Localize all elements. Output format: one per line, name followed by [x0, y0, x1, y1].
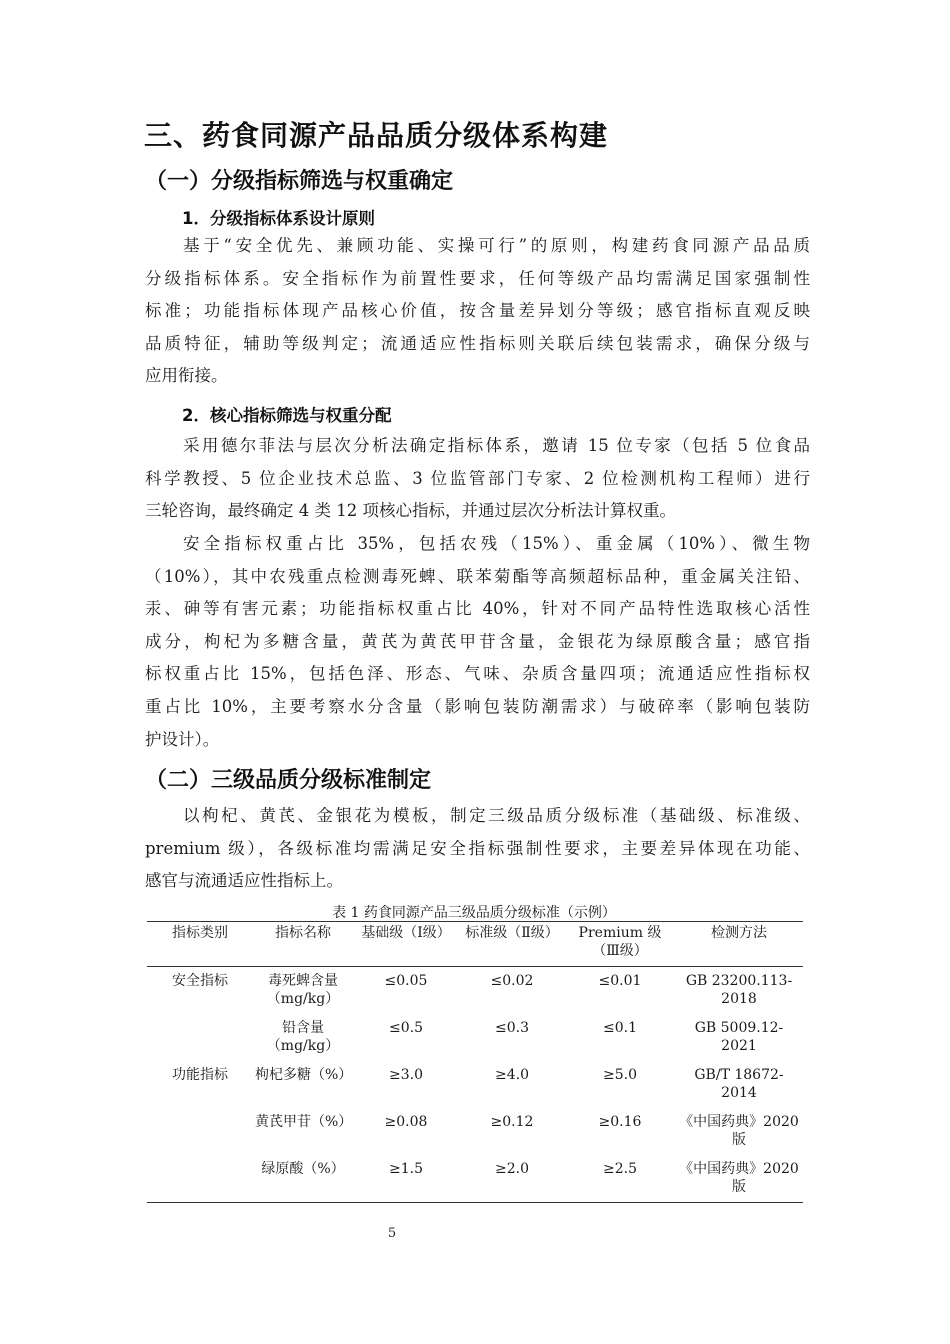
- header-standard: 标准级（Ⅱ级）: [465, 925, 559, 941]
- cell-premium: ≤0.01: [598, 973, 642, 989]
- cell-name: 枸杞多糖（%）: [255, 1067, 353, 1083]
- section-heading-1: （一）分级指标筛选与权重确定: [145, 169, 454, 194]
- cell-category: [147, 1155, 253, 1203]
- text-line: 以枸杞、黄芪、金银花为模板，制定三级品质分级标准（基础级、标准级、: [183, 806, 810, 825]
- header-name: 指标名称: [275, 925, 331, 941]
- cell-category: [147, 1014, 253, 1061]
- text-line: 基于“安全优先、兼顾功能、实操可行”的原则，构建药食同源产品品质: [183, 236, 810, 255]
- table-row: [147, 1108, 803, 1155]
- text-line: 安全指标权重占比 35%，包括农残（15%）、重金属（10%）、微生物: [183, 534, 810, 553]
- header-basic: 基础级（Ⅰ级）: [361, 925, 451, 941]
- header-category: 指标类别: [172, 925, 228, 941]
- cell-premium: ≥5.0: [603, 1067, 637, 1083]
- text-line: 标准；功能指标体现产品核心价值，按含量差异划分等级；感官指标直观反映: [145, 301, 810, 321]
- cell-premium: ≤0.1: [603, 1020, 637, 1036]
- cell-basic: ≥3.0: [389, 1067, 423, 1083]
- cell-premium: ≥2.5: [603, 1161, 637, 1177]
- cell-method: GB 5009.12-2021: [694, 1020, 784, 1054]
- header-premium: Premium 级（Ⅲ级）: [578, 925, 662, 959]
- page-number: 5: [387, 1226, 397, 1241]
- cell-method: GB 23200.113-2018: [685, 973, 793, 1007]
- table-row: [147, 967, 803, 1015]
- cell-standard: ≤0.3: [495, 1020, 529, 1036]
- cell-name: 铅含量（mg/kg）: [266, 1020, 340, 1054]
- table-row: [147, 1061, 803, 1108]
- paragraph-weights: [145, 528, 810, 756]
- cell-premium: ≥0.16: [598, 1114, 642, 1130]
- table-header-row: [147, 922, 803, 967]
- header-method: 检测方法: [711, 925, 767, 941]
- cell-method: GB/T 18672-2014: [694, 1067, 784, 1101]
- text-line: 三轮咨询，最终确定 4 类 12 项核心指标，并通过层次分析法计算权重。: [145, 501, 676, 521]
- chapter-heading: 三、药食同源产品品质分级体系构建: [144, 119, 609, 152]
- text-line: 重占比 10%，主要考察水分含量（影响包装防潮需求）与破碎率（影响包装防: [145, 696, 810, 716]
- paragraph-principles: [145, 230, 810, 393]
- cell-standard: ≥2.0: [495, 1161, 529, 1177]
- section-heading-2: （二）三级品质分级标准制定: [145, 768, 432, 793]
- table-row: [147, 1155, 803, 1203]
- text-line: 感官与流通适应性指标上。: [145, 871, 343, 891]
- cell-basic: ≤0.05: [384, 973, 428, 989]
- cell-basic: ≥1.5: [389, 1161, 423, 1177]
- text-line: premium 级），各级标准均需满足安全指标强制性要求，主要差异体现在功能、: [145, 838, 810, 858]
- grading-table: [147, 921, 803, 1203]
- cell-standard: ≥4.0: [495, 1067, 529, 1083]
- cell-basic: ≥0.08: [384, 1114, 428, 1130]
- text-line: 品质特征，辅助等级判定；流通适应性指标则关联后续包装需求，确保分级与: [145, 333, 810, 353]
- table-row: [147, 1014, 803, 1061]
- paragraph-method: [145, 430, 810, 528]
- cell-standard: ≤0.02: [490, 973, 534, 989]
- text-line: 采用德尔菲法与层次分析法确定指标体系，邀请 15 位专家（包括 5 位食品: [183, 436, 810, 455]
- cell-standard: ≥0.12: [490, 1114, 534, 1130]
- text-line: 分级指标体系。安全指标作为前置性要求，任何等级产品均需满足国家强制性: [145, 268, 810, 288]
- paragraph-grading: [145, 800, 810, 898]
- cell-method: 《中国药典》2020 版: [679, 1161, 799, 1195]
- cell-category: 功能指标: [172, 1067, 228, 1083]
- text-line: 护设计）。: [145, 729, 220, 749]
- cell-basic: ≤0.5: [389, 1020, 423, 1036]
- cell-name: 黄芪甲苷（%）: [255, 1114, 353, 1130]
- subsection-heading-1: 1．分级指标体系设计原则: [182, 209, 375, 228]
- table-caption: 表 1 药食同源产品三级品质分级标准（示例）: [332, 905, 616, 921]
- text-line: 应用衔接。: [145, 366, 228, 386]
- subsection-heading-2: 2．核心指标筛选与权重分配: [182, 406, 392, 425]
- text-line: 成分，枸杞为多糖含量，黄芪为黄芪甲苷含量，金银花为绿原酸含量；感官指: [145, 631, 810, 651]
- cell-name: 绿原酸（%）: [261, 1161, 345, 1177]
- cell-name: 毒死蜱含量（mg/kg）: [266, 973, 340, 1007]
- text-line: 科学教授、5 位企业技术总监、3 位监管部门专家、2 位检测机构工程师）进行: [145, 468, 810, 488]
- text-line: （10%），其中农残重点检测毒死蜱、联苯菊酯等高频超标品种，重金属关注铅、: [145, 566, 810, 586]
- cell-category: 安全指标: [172, 973, 228, 989]
- cell-category: [147, 1108, 253, 1155]
- text-line: 汞、砷等有害元素；功能指标权重占比 40%，针对不同产品特性选取核心活性: [145, 599, 810, 619]
- text-line: 标权重占比 15%，包括色泽、形态、气味、杂质含量四项；流通适应性指标权: [145, 664, 810, 684]
- cell-method: 《中国药典》2020 版: [679, 1114, 799, 1148]
